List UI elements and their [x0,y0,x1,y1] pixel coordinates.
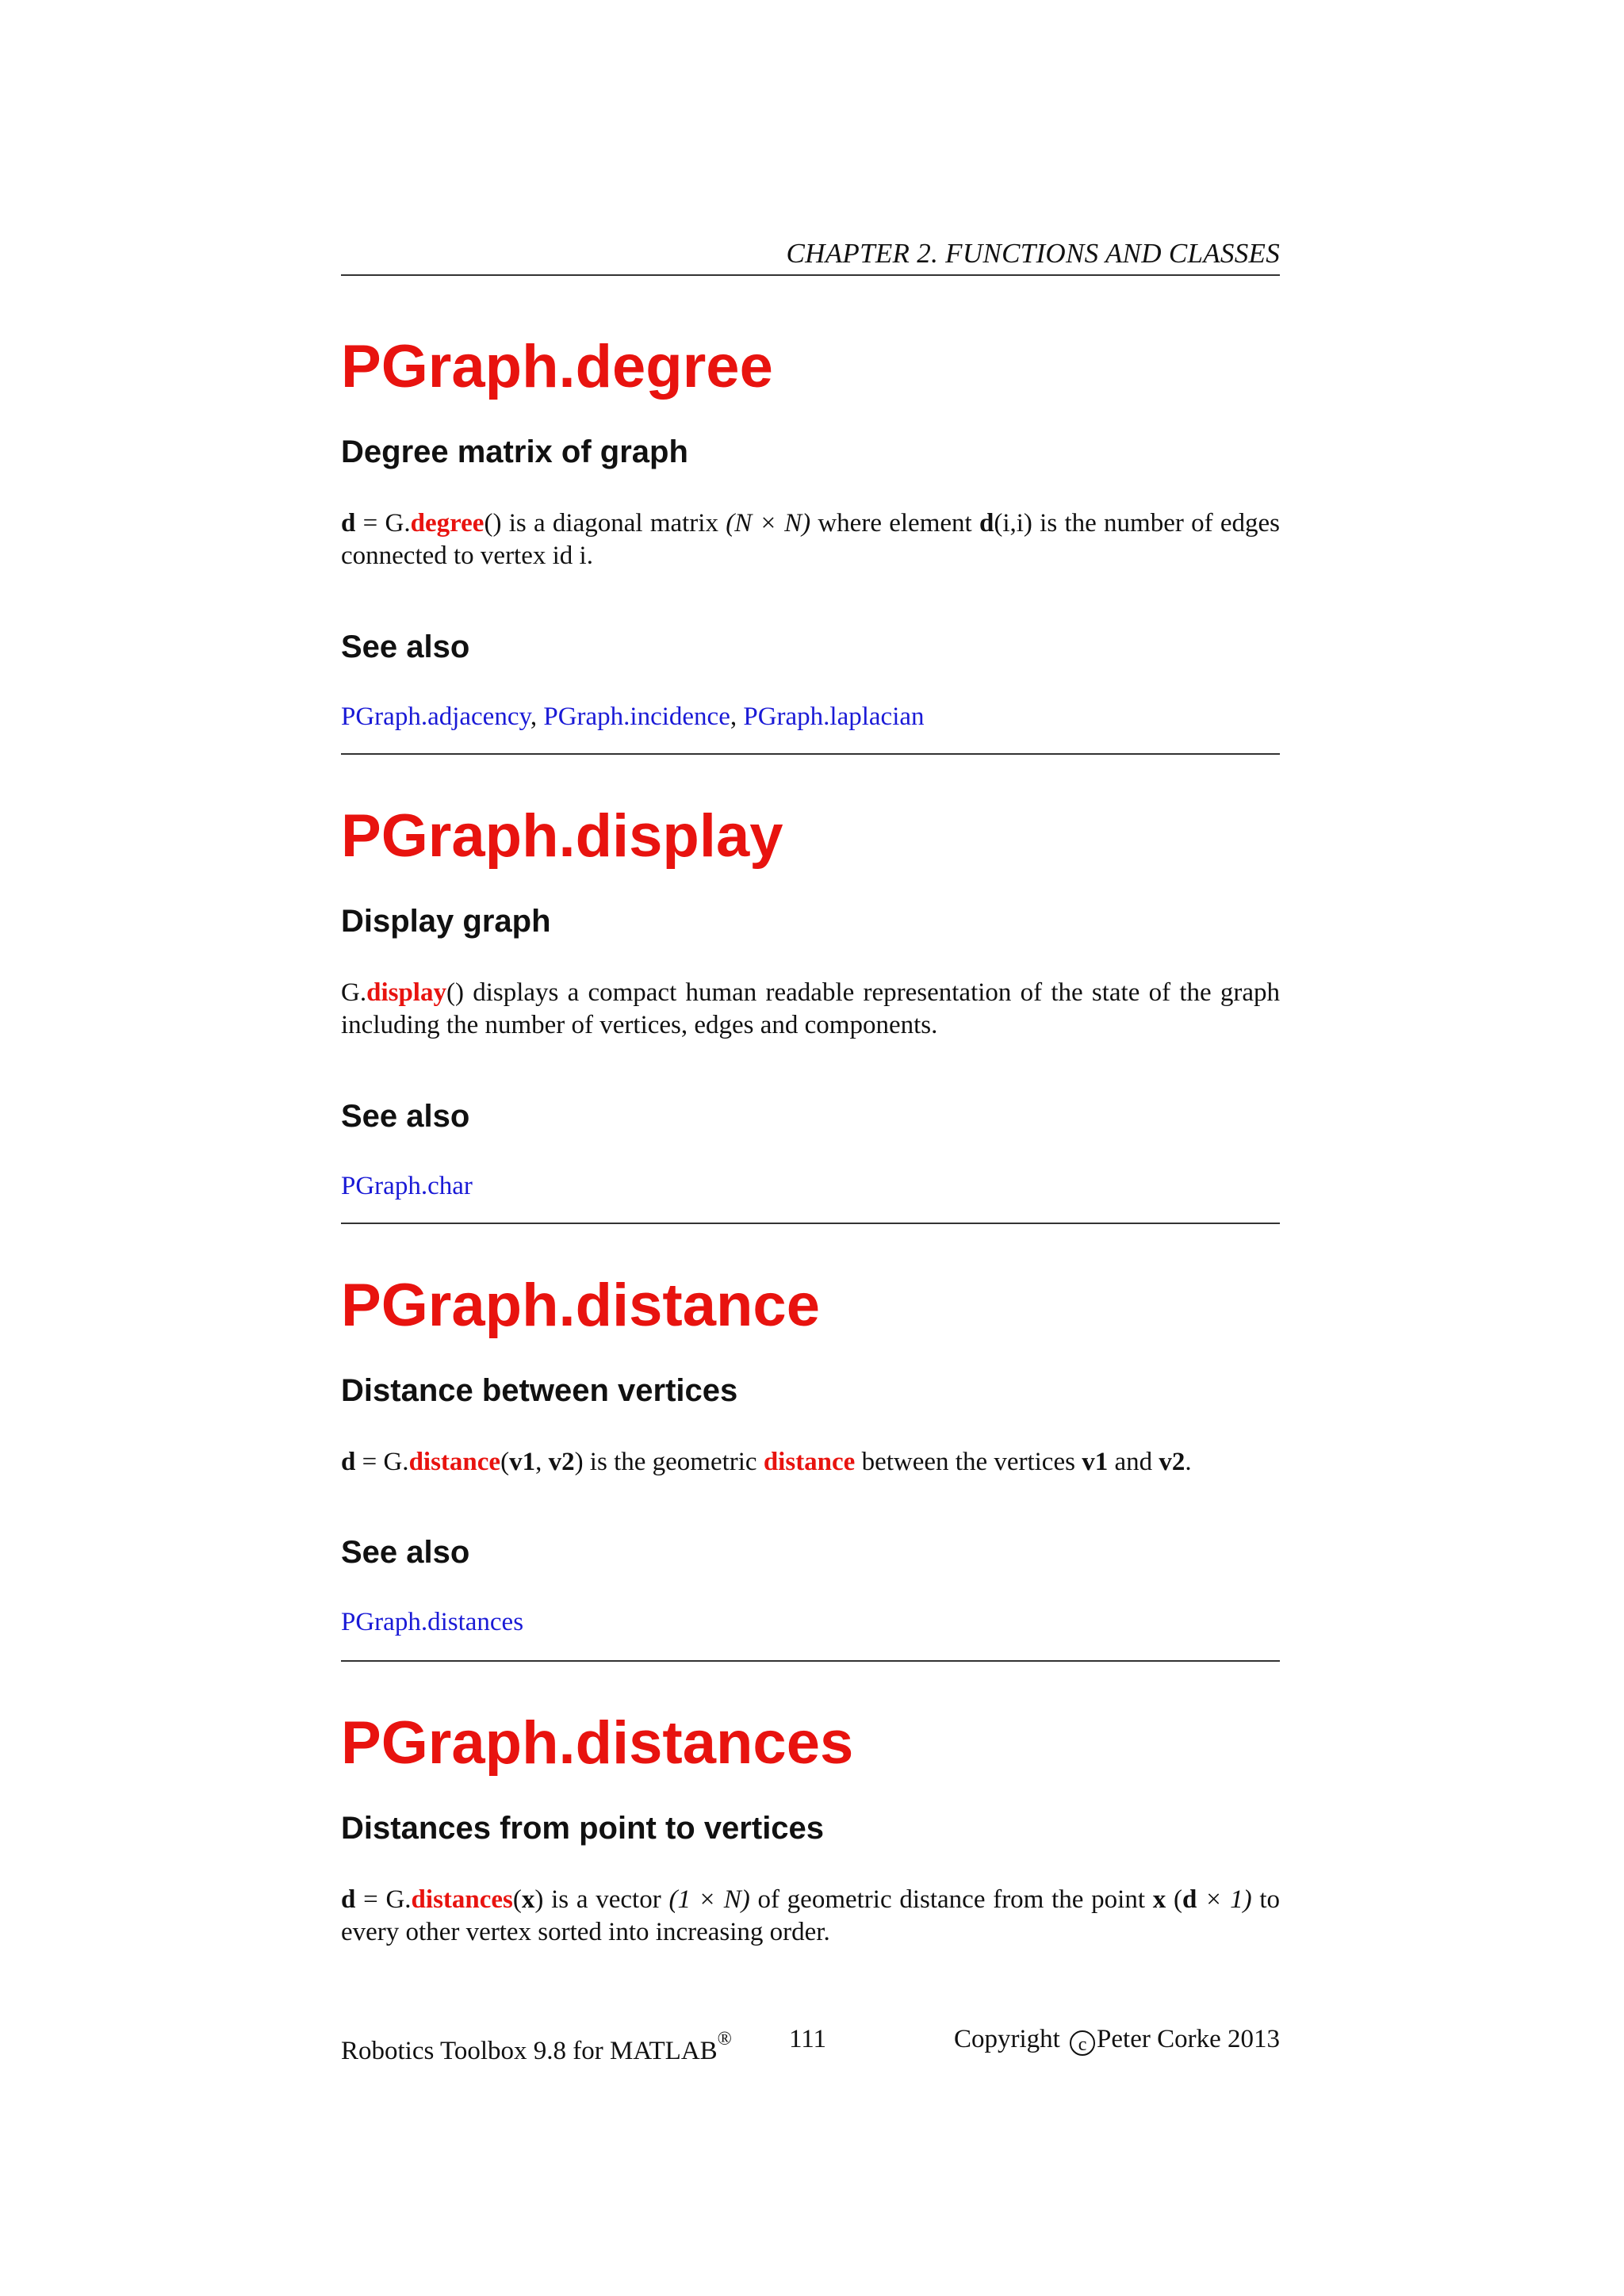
body-text: between the vertices [855,1448,1082,1476]
body-text: . [1185,1448,1192,1476]
section-subtitle: Distance between vertices [341,1373,738,1408]
body-text: () displays a compact human readable representation of the state of the graph including the number of vertices, edges and components. [341,978,1280,1039]
registered-mark: ® [717,2029,732,2049]
var-d: d [979,509,994,538]
see-also-heading: See also [341,1535,470,1570]
see-also-links [341,1170,473,1203]
var-v1: v1 [509,1448,536,1476]
footer-title [341,2023,732,2068]
footer-copyright [954,2023,1280,2056]
see-also-heading: See also [341,629,470,664]
link-separator: , [730,702,744,731]
section-description [341,1884,1280,1949]
body-text: where element [810,509,979,538]
body-text: to every other vertex sorted into increasing order. [341,1885,1280,1946]
keyword-display: display [366,978,446,1007]
section-degree [341,331,1281,731]
body-text: ( [1166,1885,1182,1914]
section-description [341,1446,1280,1479]
section-divider [341,753,1280,755]
var-d: d [341,1885,356,1914]
var-x: x [1152,1885,1166,1914]
see-also-links [341,701,925,733]
var-d: d [1182,1885,1197,1914]
section-description [341,977,1280,1042]
math-expression: (N × N) [726,509,811,538]
var-v1: v1 [1082,1448,1109,1476]
body-text: () is a diagonal matrix [484,509,726,538]
body-text: = G. [355,509,411,538]
document-page [341,0,1280,2296]
section-distances [341,1708,1280,1946]
keyword-degree: degree [410,509,485,538]
link-pgraph-adjacency[interactable]: PGraph.adjacency [341,702,530,731]
body-text: of geometric distance from the point [749,1885,1153,1914]
body-text: = G. [355,1885,412,1914]
body-text: ) is a vector [534,1885,669,1914]
copyright-icon: c [1070,2030,1095,2056]
keyword-distances: distances [411,1885,513,1914]
link-separator: , [530,702,544,731]
body-text: ( [500,1448,510,1476]
page-number: 111 [789,2025,827,2053]
body-text: , [535,1448,549,1476]
copyright-holder: Peter Corke 2013 [1097,2025,1280,2053]
footer-title-text: Robotics Toolbox 9.8 for MATLAB [341,2037,718,2065]
link-pgraph-char[interactable]: PGraph.char [341,1172,473,1200]
header-rule [341,274,1280,276]
section-subtitle: Display graph [341,904,551,939]
section-description [341,507,1280,572]
section-title: PGraph.display [341,802,783,870]
body-text: and [1108,1448,1159,1476]
var-v2: v2 [1159,1448,1185,1476]
section-divider [341,1660,1280,1662]
body-text: = G. [355,1448,409,1476]
section-distance [341,1270,1280,1636]
section-title: PGraph.distances [341,1709,854,1777]
math-expression: × 1) [1197,1885,1252,1914]
body-text: ( [512,1885,522,1914]
var-d: d [341,1448,356,1476]
keyword-distance: distance [408,1448,501,1476]
section-display [341,801,1280,1200]
body-text: ) is the geometric [574,1448,764,1476]
section-subtitle: Degree matrix of graph [341,434,688,469]
body-text: G. [341,978,367,1007]
see-also-links [341,1606,523,1639]
see-also-heading: See also [341,1099,470,1134]
var-d: d [341,509,356,538]
var-x: x [521,1885,535,1914]
link-pgraph-distances[interactable]: PGraph.distances [341,1608,524,1636]
section-divider [341,1223,1280,1224]
section-title: PGraph.degree [341,333,773,400]
var-v2: v2 [548,1448,575,1476]
section-subtitle: Distances from point to vertices [341,1811,825,1846]
section-title: PGraph.distance [341,1272,820,1339]
copyright-prefix: Copyright [953,2025,1067,2053]
keyword-distance: distance [763,1448,856,1476]
link-pgraph-laplacian[interactable]: PGraph.laplacian [743,702,925,731]
running-head: CHAPTER 2. FUNCTIONS AND CLASSES [786,238,1280,269]
body-text: (i,i) is the number of edges connected to vertex id i. [341,509,1281,570]
link-pgraph-incidence[interactable]: PGraph.incidence [543,702,730,731]
math-expression: (1 × N) [668,1885,750,1914]
